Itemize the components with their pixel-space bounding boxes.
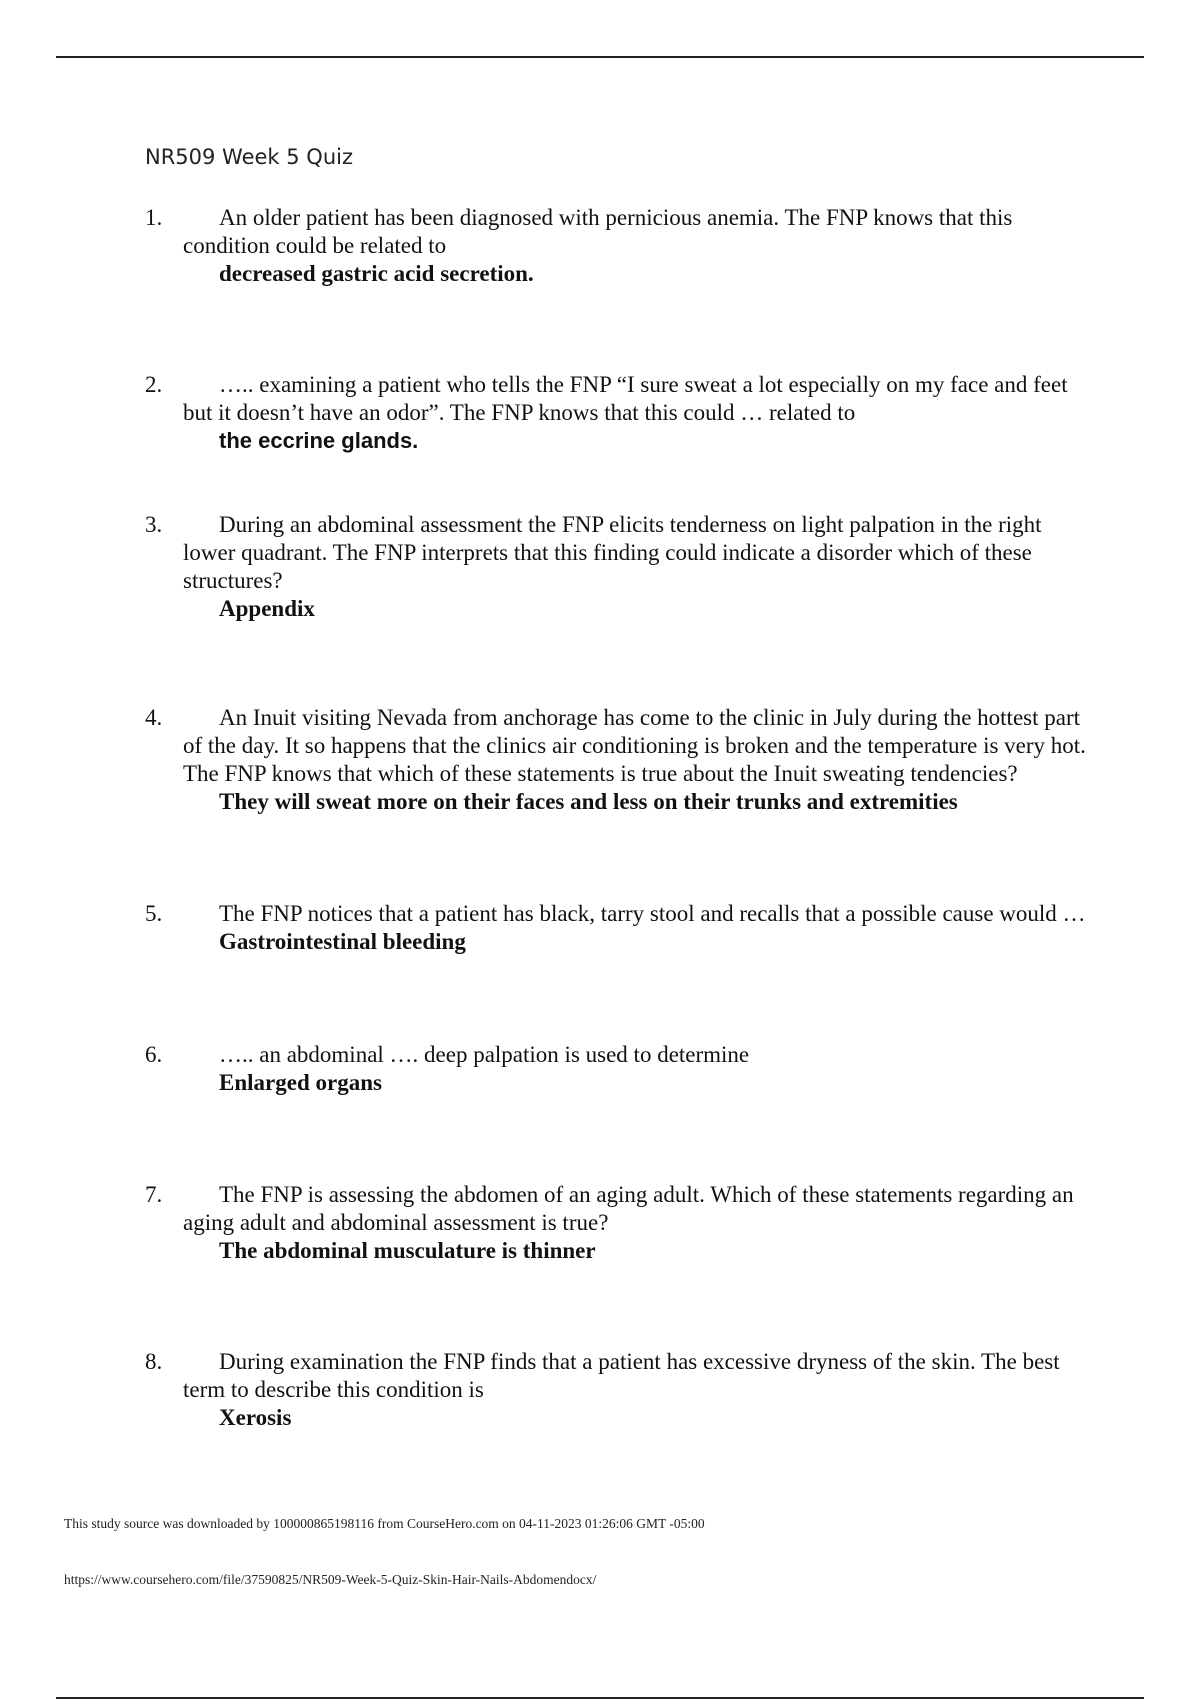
question-2	[145, 371, 1095, 455]
answer-text: the eccrine glands.	[219, 428, 419, 453]
question-text: During an abdominal assessment the FNP elicits tenderness on light palpation in the right lower quadrant. The FNP interprets that this finding could indicate a disorder which of these structures?	[183, 512, 1042, 593]
bottom-rule	[56, 1697, 1144, 1699]
question-8	[145, 1348, 1095, 1432]
question-number: 3.	[145, 512, 163, 537]
question-1	[145, 204, 1095, 288]
question-number: 8.	[145, 1349, 163, 1374]
question-5	[145, 900, 1095, 956]
question-text: ….. an abdominal …. deep palpation is used to determine	[219, 1042, 750, 1067]
top-rule	[56, 56, 1144, 58]
answer-text: Xerosis	[219, 1405, 292, 1430]
question-text: An older patient has been diagnosed with pernicious anemia. The FNP knows that this condition could be related to	[183, 205, 1013, 258]
question-number: 5.	[145, 901, 163, 926]
question-number: 7.	[145, 1182, 163, 1207]
question-text: The FNP is assessing the abdomen of an aging adult. Which of these statements regarding an aging adult and abdominal assessment is true?	[183, 1182, 1074, 1235]
question-text: ….. examining a patient who tells the FNP “I sure sweat a lot especially on my face and feet but it doesn’t have an odor”. The FNP knows that this could … related to	[183, 372, 1068, 425]
answer-text: Appendix	[219, 596, 315, 621]
question-7	[145, 1181, 1095, 1265]
answer-text: The abdominal musculature is thinner	[219, 1238, 596, 1263]
answer-text: Gastrointestinal bleeding	[219, 929, 466, 954]
document-title: NR509 Week 5 Quiz	[145, 145, 354, 169]
download-note: This study source was downloaded by 100000865198116 from CourseHero.com on 04-11-2023 01:26:06 GMT -05:00	[64, 1516, 705, 1531]
source-url: https://www.coursehero.com/file/37590825/NR509-Week-5-Quiz-Skin-Hair-Nails-Abdomendocx/	[64, 1572, 597, 1587]
question-text: An Inuit visiting Nevada from anchorage has come to the clinic in July during the hottest part of the day. It so happens that the clinics air conditioning is broken and the temperature is very hot. The FNP knows that which of these statements is true about the Inuit sweating tendencies?	[183, 705, 1086, 786]
answer-text: They will sweat more on their faces and less on their trunks and extremities	[219, 789, 958, 814]
question-number: 2.	[145, 372, 163, 397]
question-number: 6.	[145, 1042, 163, 1067]
answer-text: decreased gastric acid secretion.	[219, 261, 534, 286]
question-4	[145, 704, 1095, 816]
question-text: The FNP notices that a patient has black, tarry stool and recalls that a possible cause would …	[219, 901, 1086, 926]
question-number: 1.	[145, 205, 163, 230]
question-6	[145, 1041, 1095, 1097]
question-number: 4.	[145, 705, 163, 730]
question-3	[145, 511, 1095, 623]
answer-text: Enlarged organs	[219, 1070, 382, 1095]
question-text: During examination the FNP finds that a patient has excessive dryness of the skin. The best term to describe this condition is	[183, 1349, 1060, 1402]
